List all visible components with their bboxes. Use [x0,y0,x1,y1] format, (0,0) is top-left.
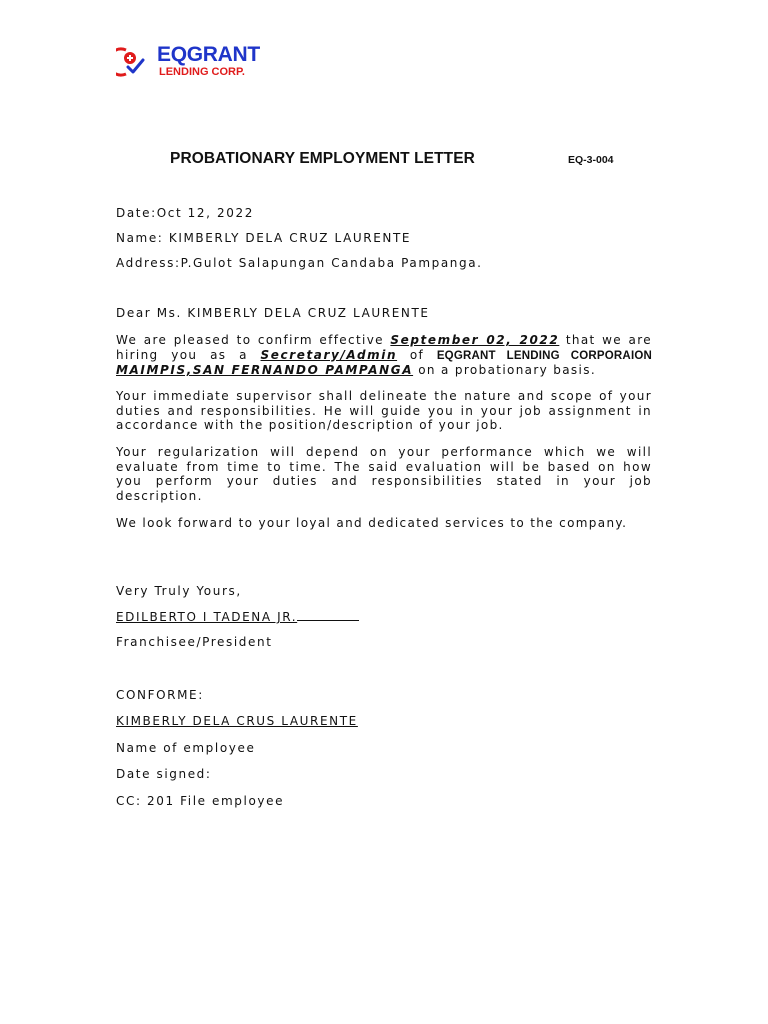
document-code: EQ-3-004 [568,154,614,166]
logo-company-sub: LENDING CORP. [159,66,245,78]
conforme-label: CONFORME: [116,688,204,702]
signature-underline [297,610,359,621]
company-logo [116,42,260,82]
valediction: Very Truly Yours, [116,584,242,598]
name-line: Name: KIMBERLY DELA CRUZ LAURENTE [116,231,412,245]
address-line: Address:P.Gulot Salapungan Candaba Pampanga. [116,256,483,270]
employee-signature-line [116,714,652,729]
signatory-title: Franchisee/President [116,635,273,649]
date-signed: Date signed: [116,767,212,781]
p1-text-4: on a probationary basis. [413,363,596,378]
cc-line: CC: 201 File employee [116,794,285,808]
signatory-name: EDILBERTO I TADENA JR. [116,610,298,624]
work-location: MAIMPIS,SAN FERNANDO PAMPANGA [116,363,414,378]
logo-company-name: EQGRANT [157,43,260,66]
logo-mark-icon [116,46,156,78]
paragraph-closing: We look forward to your loyal and dedicated services to the company. [116,516,628,530]
letter-title: PROBATIONARY EMPLOYMENT LETTER [170,150,475,167]
employee-caption: Name of employee [116,741,256,755]
p1-text-2: that we are hiring you as a [116,333,652,362]
date-line: Date:Oct 12, 2022 [116,206,254,220]
p1-text-1: We are pleased to confirm effective [116,333,391,347]
paragraph-supervisor: Your immediate supervisor shall delineate the nature and scope of your duties and responsibilities. He will guide you in your job assignment in accordance with the position/description of your job. [116,389,652,433]
salutation: Dear Ms. KIMBERLY DELA CRUZ LAURENTE [116,306,430,320]
company-name: EQGRANT LENDING CORPORAION [436,349,652,362]
employee-name: KIMBERLY DELA CRUS LAURENTE [116,714,358,728]
signatory-line [116,610,652,625]
paragraph-regularization: Your regularization will depend on your performance which we will evaluate from time to time. The said evaluation will be based on how you perform your duties and responsibilities stated in your job description. [116,445,652,503]
position: Secretary/Admin [260,347,398,362]
paragraph-confirmation [116,333,652,378]
p1-text-3: of [397,347,437,362]
start-date: September 02, 2022 [390,333,560,347]
